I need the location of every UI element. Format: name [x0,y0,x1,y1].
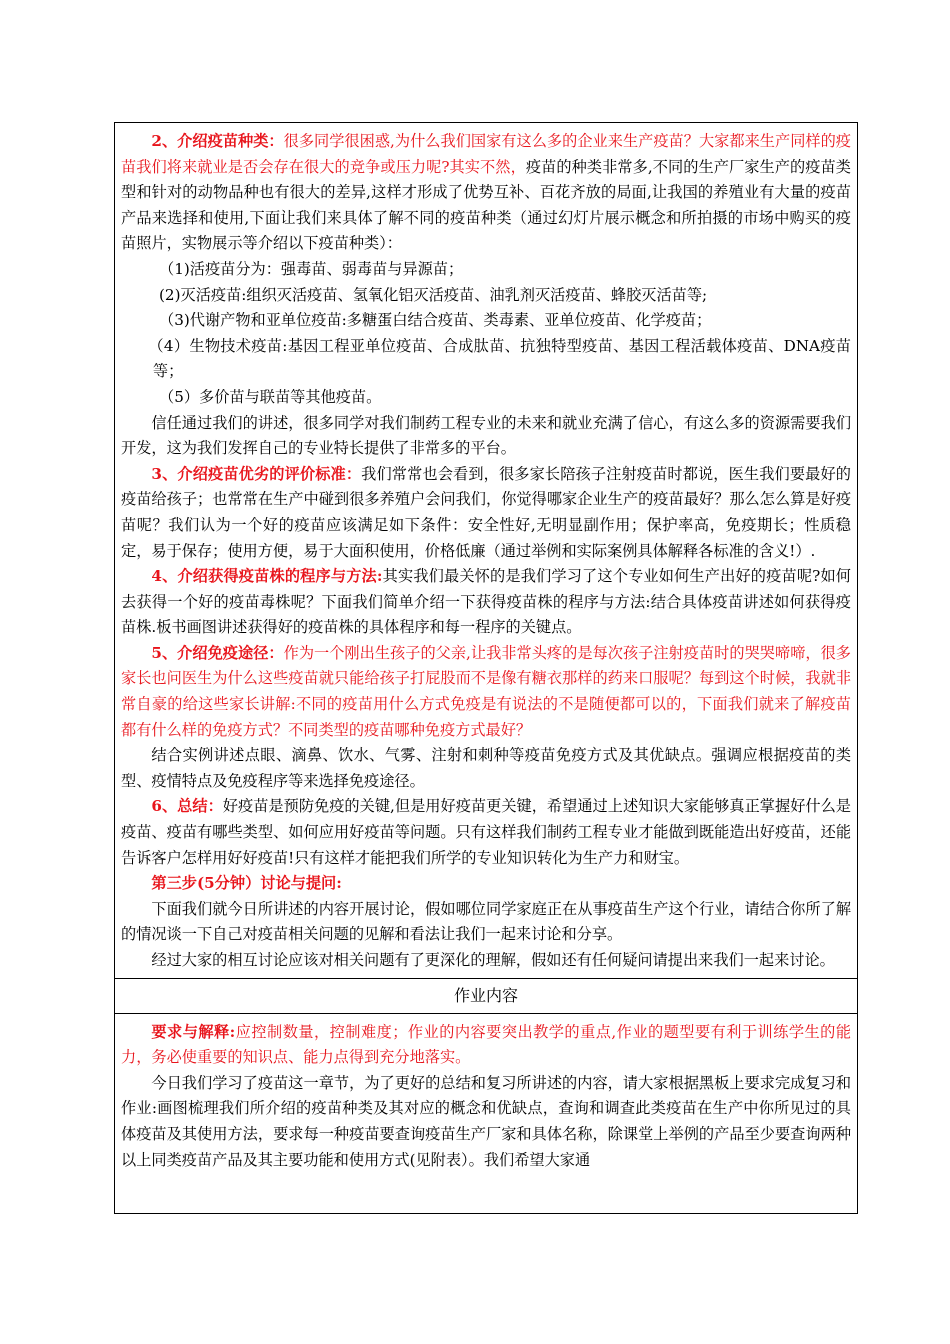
list-item-inactivated-vaccine: (2)灭活疫苗:组织灭活疫苗、氢氧化铝灭活疫苗、油乳剂灭活疫苗、蜂胶灭活苗等; [159,285,708,304]
heading-immunization: 5、介绍免疫途径： [151,643,284,662]
text-vaccine-types: 疫苗的种类非常多,不同的生产厂家生产的疫苗类型和针对的动物品种也有很大的差异,这样才形成了优势互补、百花齐放的局面,让我国的养殖业有大量的疫苗产品来选择和使用,下面让我们来具体了解不同的疫苗种类（通过幻灯片展示概念和所拍摄的市场中购买的疫苗照片，实物展示等介绍以下疫苗种类）： [121,157,851,253]
homework-cell [115,1013,857,1213]
list-item-biotech-vaccine: （4）生物技术疫苗:基因工程亚单位疫苗、合成肽苗、抗独特型疫苗、基因工程活载体疫苗、DNA疫苗等； [148,336,851,381]
heading-strain: 4、介绍获得疫苗株的程序与方法: [151,567,383,586]
paragraph-confidence: 信任通过我们的讲述，很多同学对我们制药工程专业的未来和就业充满了信心，有这么多的资源需要我们开发，这为我们发挥自己的专业特长提供了非常多的平台。 [121,413,851,458]
paragraph-immunization-methods: 结合实例讲述点眼、滴鼻、饮水、气雾、注射和刺种等疫苗免疫方式及其优缺点。强调应根据疫苗的类型、疫情特点及免疫程序等来选择免疫途径。 [121,746,851,790]
paragraph-homework-requirements [121,1020,851,1071]
text-evaluation: 我们常常也会看到，很多家长陪孩子注射疫苗时都说，医生我们要最好的疫苗给孩子；也常常在生产中碰到很多养殖户会问我们，你觉得哪家企业生产的疫苗最好？那么怎么算是好疫苗呢？我们认为一个好的疫苗应该满足如下条件：安全性好,无明显副作用；保护率高，免疫期长；性质稳定，易于保存；使用方便，易于大面积使用，价格低廉（通过举例和实际案例具体解释各标准的含义!）. [121,464,851,560]
heading-vaccine-types: 2、介绍疫苗种类： [151,132,284,150]
text-vaccine-types-red: 很多同学很困惑,为什么我们国家有这么多的企业来生产疫苗？大家都来生产同样的疫苗我们将来就业是否会存在很大的竞争或压力呢?其实不然， [121,132,851,176]
text-homework-requirements: 应控制数量，控制难度；作业的内容要突出教学的重点,作业的题型要有利于训练学生的能力，务必使重要的知识点、能力点得到充分地落实。 [121,1022,852,1067]
paragraph-immunization [121,641,851,743]
heading-evaluation: 3、介绍疫苗优劣的评价标准： [151,464,362,483]
paragraph-summary [121,794,851,871]
list-item-polyvalent-vaccine: （5）多价苗与联苗等其他疫苗。 [159,387,382,406]
paragraph-discussion: 下面我们就今日所讲述的内容开展讨论，假如哪位同学家庭正在从事疫苗生产这个行业，请结合你所了解的情况谈一下自己对疫苗相关问题的见解和看法让我们一起来讨论和分享。 [121,899,851,944]
paragraph-evaluation [121,462,851,564]
list-item-live-vaccine: （1)活疫苗分为：强毒苗、弱毒苗与异源苗； [159,259,464,278]
paragraph-homework-body: 今日我们学习了疫苗这一章节，为了更好的总结和复习所讲述的内容，请大家根据黑板上要求完成复习和作业:画图梳理我们所介绍的疫苗种类及其对应的概念和优缺点，查询和调查此类疫苗在生产中你所见过的具体疫苗及其使用方法，要求每一种疫苗要查询疫苗生产厂家和具体名称，除课堂上举例的产品至少要查询两种以上同类疫苗产品及其主要功能和使用方式(见附表）。我们希望大家通 [121,1073,851,1169]
text-strain: 其实我们最关怀的是我们学习了这个专业如何生产出好的疫苗呢?如何去获得一个好的疫苗毒株呢？下面我们简单介绍一下获得疫苗株的程序与方法:结合具体疫苗讲述如何获得疫苗株.板书画图讲述获得好的疫苗株的具体程序和每一程序的关键点。 [121,567,851,637]
homework-title: 作业内容 [115,978,857,1013]
heading-summary: 6、总结： [151,797,223,816]
teaching-content-cell [115,123,857,978]
text-summary: 好疫苗是预防免疫的关键,但是用好疫苗更关键，希望通过上述知识大家能够真正掌握好什么是疫苗、疫苗有哪些类型、如何应用好疫苗等问题。只有这样我们制药工程专业才能做到既能造出好疫苗，还能告诉客户怎样用好好疫苗!只有这样才能把我们所学的专业知识转化为生产力和财宝。 [121,797,851,867]
paragraph-strain [121,564,851,641]
text-immunization-red: 作为一个刚出生孩子的父亲,让我非常头疼的是每次孩子注射疫苗时的哭哭啼啼，很多家长也问医生为什么这些疫苗就只能给孩子打屁股而不是像有糖衣那样的药来口服呢？每到这个时候，我就非常自豪的给这些家长讲解:不同的疫苗用什么方式免疫是有说法的不是随便都可以的，下面我们就来了解疫苗都有什么样的免疫方式？不同类型的疫苗哪种免疫方式最好？ [121,643,851,739]
paragraph-vaccine-types [121,129,851,257]
paragraph-questions: 经过大家的相互讨论应该对相关问题有了更深化的理解，假如还有任何疑问请提出来我们一起来讨论。 [151,951,835,969]
heading-homework-requirements: 要求与解释: [151,1022,236,1041]
list-item-subunit-vaccine: （3)代谢产物和亚单位疫苗:多糖蛋白结合疫苗、类毒素、亚单位疫苗、化学疫苗； [159,311,712,330]
lesson-plan-table [114,122,858,1214]
heading-step3: 第三步(5分钟）讨论与提问: [151,874,342,893]
